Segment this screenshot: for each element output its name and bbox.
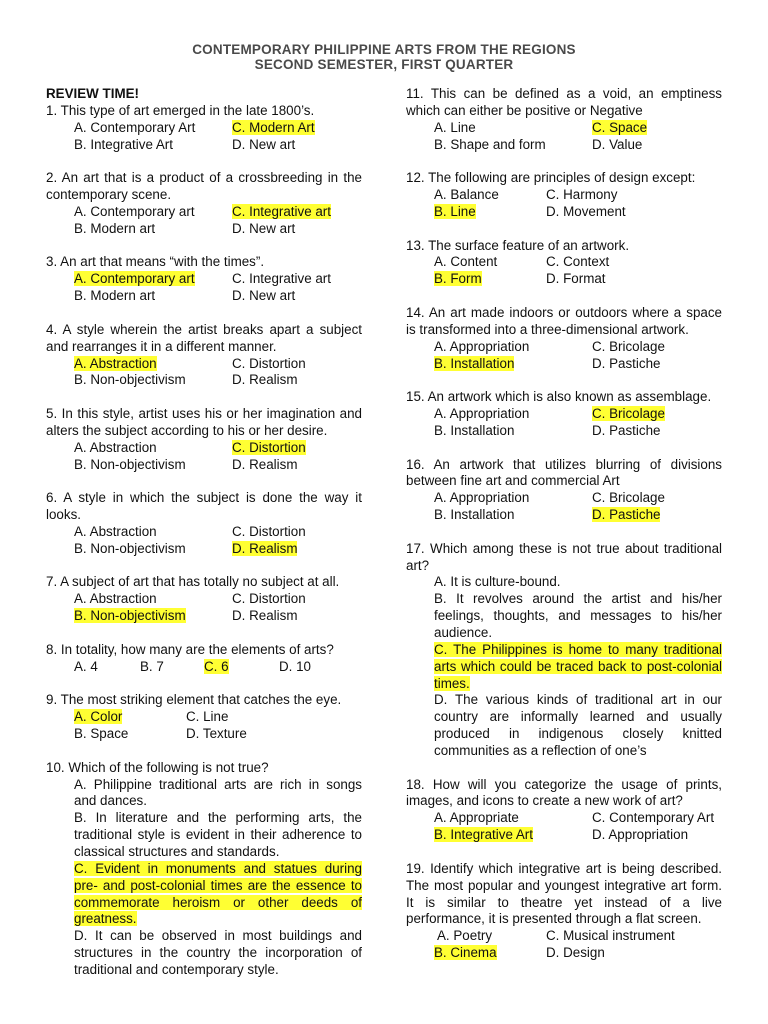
option-c-answer: C. 6 xyxy=(204,658,229,674)
option-b: B. Modern art xyxy=(74,288,156,304)
question-stem: 3. An art that means “with the times”. xyxy=(46,254,265,270)
option-c: C. Bricolage xyxy=(592,338,665,354)
option-a-answer: A. Color xyxy=(74,709,123,725)
option-c-answer: C. Distortion xyxy=(232,439,306,455)
option-b: B. Shape and form xyxy=(434,136,546,152)
question-16 xyxy=(406,457,722,524)
option-d: D. Realism xyxy=(232,456,298,472)
option-c: C. Integrative art xyxy=(232,271,331,287)
option-d: D. Texture xyxy=(186,726,247,742)
document-title: CONTEMPORARY PHILIPPINE ARTS FROM THE REGIONS xyxy=(192,42,576,57)
review-heading: REVIEW TIME! xyxy=(46,86,139,101)
question-17 xyxy=(406,541,722,760)
option-b-answer: B. Line xyxy=(434,203,476,219)
option-b: B. It revolves around the artist and his/her feelings, thoughts, and messages to his/her audience. xyxy=(434,591,722,640)
option-d: D. 10 xyxy=(279,658,312,674)
option-c-answer: C. Space xyxy=(592,119,648,135)
option-d: D. Pastiche xyxy=(592,355,661,371)
option-d: D. New art xyxy=(232,136,296,152)
question-stem: 8. In totality, how many are the elements of arts? xyxy=(46,641,334,657)
question-stem: 9. The most striking element that catches the eye. xyxy=(46,692,342,708)
option-b: B. Installation xyxy=(434,422,515,438)
question-18 xyxy=(406,777,722,844)
option-a-answer: A. Abstraction xyxy=(74,355,157,371)
option-a: A. Contemporary art xyxy=(74,203,195,219)
question-7 xyxy=(46,574,362,625)
option-c: C. Bricolage xyxy=(592,490,665,506)
option-a: A. Poetry xyxy=(437,928,493,944)
question-stem: 4. A style wherein the artist breaks apart a subject and rearranges it in a different manner. xyxy=(46,321,362,354)
option-a: A. Abstraction xyxy=(74,523,157,539)
option-d: D. New art xyxy=(232,220,296,236)
question-6 xyxy=(46,490,362,557)
question-stem: 15. An artwork which is also known as assemblage. xyxy=(406,389,712,405)
option-c-answer: C. Integrative art xyxy=(232,203,331,219)
option-b: B. In literature and the performing arts, the traditional style is evident in their adherence to classical structures and standards. xyxy=(74,810,362,859)
option-b: B. Modern art xyxy=(74,220,156,236)
question-3 xyxy=(46,254,362,305)
question-stem: 2. An art that is a product of a crossbreeding in the contemporary scene. xyxy=(46,170,362,203)
option-d: D. Realism xyxy=(232,608,298,624)
option-c: C. Distortion xyxy=(232,355,306,371)
option-a: A. Abstraction xyxy=(74,439,157,455)
option-a: A. Appropriation xyxy=(434,490,530,506)
question-2 xyxy=(46,170,362,237)
option-b: B. Integrative Art xyxy=(74,136,173,152)
option-d: D. Value xyxy=(592,136,643,152)
option-c: C. Distortion xyxy=(232,591,306,607)
option-d: D. It can be observed in most buildings and structures in the country the incorporation of traditional and contemporary style. xyxy=(74,928,362,977)
option-b-answer: B. Non-objectivism xyxy=(74,608,186,624)
option-c: C. Harmony xyxy=(546,187,618,203)
option-c-answer: C. Evident in monuments and statues during pre- and post-colonial times are the essence to commemorate heroism or other deeds of greatness. xyxy=(74,860,362,927)
left-column xyxy=(46,86,362,996)
question-4 xyxy=(46,322,362,389)
question-11 xyxy=(406,86,722,153)
option-d: D. Appropriation xyxy=(592,827,689,843)
option-b: B. Installation xyxy=(434,507,515,523)
question-15 xyxy=(406,389,722,440)
question-stem: 10. Which of the following is not true? xyxy=(46,759,269,775)
question-8 xyxy=(46,642,362,676)
option-d: D. Design xyxy=(546,945,605,961)
option-b: B. Non-objectivism xyxy=(74,372,186,388)
question-5 xyxy=(46,406,362,473)
option-d: D. Format xyxy=(546,271,606,287)
option-a: A. Appropriate xyxy=(434,810,519,826)
option-b: B. Non-objectivism xyxy=(74,456,186,472)
question-14 xyxy=(406,305,722,372)
option-c: C. Musical instrument xyxy=(546,928,675,944)
option-a: A. Appropriation xyxy=(434,406,530,422)
option-c: C. Line xyxy=(186,709,229,725)
option-c: C. Distortion xyxy=(232,523,306,539)
option-a: A. Line xyxy=(434,119,476,135)
option-c: C. Contemporary Art xyxy=(592,810,715,826)
question-stem: 14. An art made indoors or outdoors where a space is transformed into a three-dimensional artwork. xyxy=(406,304,722,337)
option-a: A. Appropriation xyxy=(434,338,530,354)
option-a: A. Balance xyxy=(434,187,499,203)
question-stem: 12. The following are principles of design except: xyxy=(406,170,696,186)
question-stem: 16. An artwork that utilizes blurring of divisions between fine art and commercial Art xyxy=(406,456,722,489)
question-stem: 17. Which among these is not true about traditional art? xyxy=(406,540,722,573)
question-stem: 5. In this style, artist uses his or her imagination and alters the subject according to his or her desire. xyxy=(46,406,362,438)
question-12 xyxy=(406,170,722,221)
option-d-answer: D. Realism xyxy=(232,540,298,556)
option-b: B. 7 xyxy=(140,658,164,674)
option-c-answer: C. Modern Art xyxy=(232,119,315,135)
option-d: D. The various kinds of traditional art in our country are informally learned and usually produced in indigenous closely knitted communities as a reflection of one’s xyxy=(434,692,722,758)
option-c-answer: C. Bricolage xyxy=(592,406,665,422)
option-b-answer: B. Installation xyxy=(434,355,515,371)
question-stem: 1. This type of art emerged in the late 1800’s. xyxy=(46,102,315,118)
document-subtitle: SECOND SEMESTER, FIRST QUARTER xyxy=(254,57,514,72)
option-a: A. Content xyxy=(434,254,498,270)
option-a: A. 4 xyxy=(74,658,98,674)
option-b: B. Non-objectivism xyxy=(74,540,186,556)
option-b-answer: B. Integrative Art xyxy=(434,827,533,843)
question-stem: 13. The surface feature of an artwork. xyxy=(406,237,630,253)
option-a-answer: A. Contemporary art xyxy=(74,271,195,287)
option-a: A. Abstraction xyxy=(74,591,157,607)
option-b: B. Space xyxy=(74,726,129,742)
question-stem: 19. Identify which integrative art is being described. The most popular and youngest integrative art form. It is similar to theatre yet instead of a live performance, it is presented through a flat screen. xyxy=(406,860,722,927)
option-d: D. New art xyxy=(232,288,296,304)
option-b-answer: B. Cinema xyxy=(434,945,497,961)
question-stem: 7. A subject of art that has totally no subject at all. xyxy=(46,574,340,590)
option-a: A. Contemporary Art xyxy=(74,119,196,135)
question-stem: 18. How will you categorize the usage of prints, images, and icons to create a new work of art? xyxy=(406,776,722,809)
question-19 xyxy=(406,861,722,962)
option-d: D. Pastiche xyxy=(592,422,661,438)
question-10 xyxy=(46,760,362,979)
option-a: A. Philippine traditional arts are rich in songs and dances. xyxy=(74,776,362,809)
question-stem: 6. A style in which the subject is done the way it looks. xyxy=(46,490,362,523)
option-b-answer: B. Form xyxy=(434,271,482,287)
option-c: C. Context xyxy=(546,254,610,270)
option-d: D. Realism xyxy=(232,372,298,388)
question-9 xyxy=(46,692,362,743)
question-stem: 11. This can be defined as a void, an emptiness which can either be positive or Negative xyxy=(406,86,722,118)
option-d-answer: D. Pastiche xyxy=(592,507,661,523)
option-d: D. Movement xyxy=(546,203,626,219)
option-c-answer: C. The Philippines is home to many traditional arts which could be traced back to post-colonial times. xyxy=(434,641,722,691)
question-1 xyxy=(46,103,362,154)
option-a: A. It is culture-bound. xyxy=(434,574,561,590)
question-13 xyxy=(406,238,722,289)
right-column xyxy=(406,86,722,979)
